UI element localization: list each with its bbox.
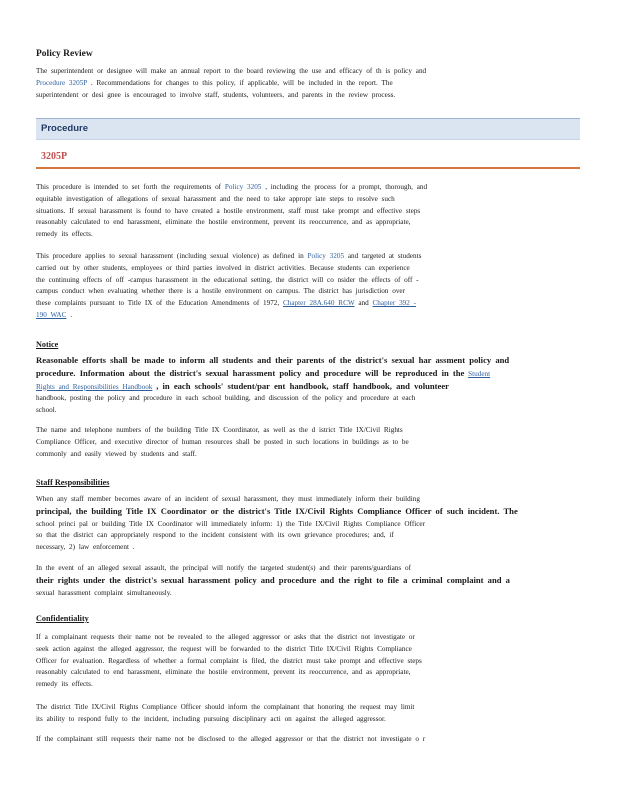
- still-requests-paragraph: If the complainant still requests their name not be disclosed to the alleged aggressor or that the district not investigate o r: [36, 735, 426, 743]
- sexual-assault-paragraph: In the event of an alleged sexual assault, the principal will notify the targeted student(s) and their parents/guardians of their rights under the district's sexual harassment policy and procedure and the right to file a criminal complaint and a sexual harassment complaint simultaneously.: [36, 564, 510, 597]
- staff-paragraph: When any staff member becomes aware of an incident of sexual harassment, they must immediately inform their building principal, the building Title IX Coordinator or the district's Title IX/Civil Rights Compliance Officer of such incident. The school princi pal or building Title IX Coordinator will immediately inform: 1) the Title IX/Civil Rights Compliance Officer so that the district can appropriately respond to the incident consistent with its own grievance procedures; and, if necessary, 2) law enforcement .: [36, 495, 518, 552]
- section-divider: [36, 167, 580, 169]
- wac-link-cont[interactable]: 190 WAC: [36, 310, 67, 319]
- procedure-title: Procedure: [41, 123, 88, 134]
- confidentiality-heading: Confidentiality: [36, 614, 89, 623]
- rcw-link[interactable]: Chapter 28A.640 RCW: [282, 299, 355, 308]
- student-handbook-link[interactable]: Student: [468, 369, 491, 378]
- rights-handbook-link[interactable]: Rights and Responsibilities Handbook: [36, 382, 153, 391]
- notice-paragraph: Reasonable efforts shall be made to inform all students and their parents of the district's sexual har assment policy and procedure. Information about the district's sexual harassment policy and procedure will be reproduced in the Student Rights and Responsibilities Handbook , in each schools' student/par ent handbook, staff handbook, and volunteer handbook, posting the policy and procedure in each school building, and discussion of the policy and procedure at each school.: [36, 355, 510, 415]
- procedure-3205p-link[interactable]: Procedure 3205P: [36, 78, 88, 87]
- confidentiality-paragraph: If a complainant requests their name not be revealed to the alleged aggressor or asks that the district not investigate or seek action against the alleged aggressor, the request will be forwarded to the district Title IX/Civil Rights Compliance Officer for evaluation. Regardless of whether a formal complaint is filed, the district must take prompt and effective steps reasonably calculated to end harassment, eliminate the hostile environment, prevent its reoccurrence, and as appropriate, remedy its effects.: [36, 633, 422, 689]
- applies-paragraph: This procedure applies to sexual harassment (including sexual violence) as defined in Policy 3205 and targeted at students carried out by other students, employees or third parties involved in district activities. Because students can experience the continuing effects of off -campus harassment in the educational setting, the district will co nsider the effects of off - campus conduct when evaluating whether there is a hostile environment on campus. The district has jurisdiction over these complaints pursuant to Title IX of the Education Amendments of 1972, Chapter 28A.640 RCW and Chapter 392 - 190 WAC .: [36, 252, 422, 319]
- intro-paragraph: This procedure is intended to set forth the requirements of Policy 3205 , including the process for a prompt, thorough, and equitable investigation of allegations of sexual harassment and the need to take appropr iate steps to resolve such situations. If sexual harassment is found to have created a hostile environment, staff must take prompt and effective steps reasonably calculated to end harassment, eliminate the hostile environment, prevent its reoccurrence, and as appropriate, remedy its effects.: [36, 183, 428, 239]
- notice-posting-paragraph: The name and telephone numbers of the building Title IX Coordinator, as well as the d istrict Title IX/Civil Rights Compliance Officer, and executive director of human resources shall be posted in such locations in buildings as to be commonly and easily viewed by students and staff.: [36, 426, 409, 458]
- policy-3205-link[interactable]: Policy 3205: [224, 183, 262, 191]
- policy-3205-link-2[interactable]: Policy 3205: [307, 252, 345, 260]
- policy-review-heading: Policy Review: [36, 49, 93, 59]
- policy-review-paragraph: The superintendent or designee will make an annual report to the board reviewing the use and efficacy of th is policy and Procedure 3205P . Recommendations for changes to this policy, if applicable, will be included in the report. The superintendent or desi gnee is encouraged to involve staff, students, volunteers, and parents in the review process.: [36, 67, 427, 99]
- procedure-code: 3205P: [41, 151, 68, 162]
- procedure-banner: [36, 118, 580, 140]
- staff-responsibilities-heading: Staff Responsibilities: [36, 478, 110, 487]
- wac-link[interactable]: Chapter 392 -: [372, 299, 417, 308]
- limit-ability-paragraph: The district Title IX/Civil Rights Compliance Officer should inform the complainant that honoring the request may limit its ability to respond fully to the incident, including pursuing disciplinary acti on against the alleged aggressor.: [36, 703, 415, 723]
- notice-heading: Notice: [36, 340, 59, 349]
